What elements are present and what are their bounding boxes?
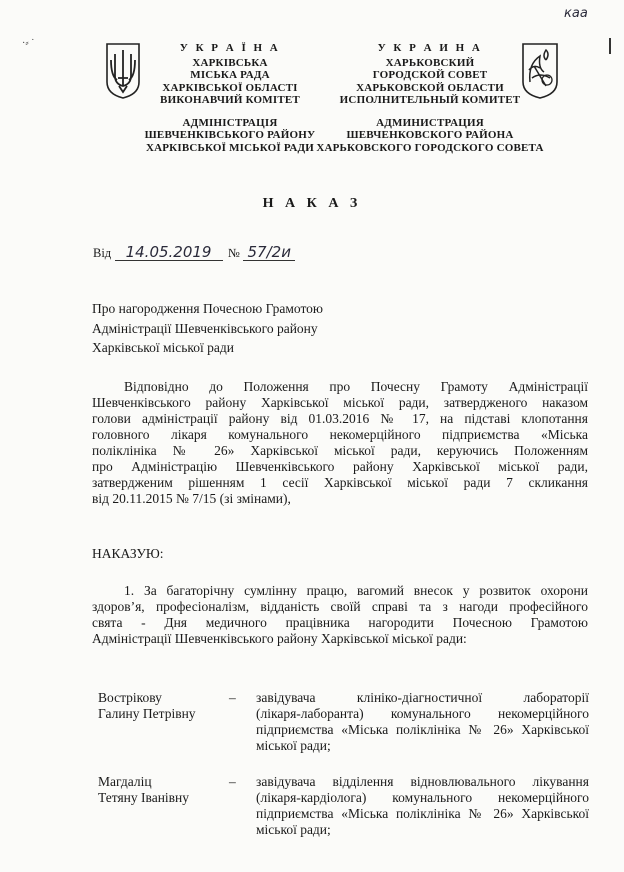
awardee-surname: Вострікову [98, 690, 162, 705]
date-number-line [93, 244, 295, 261]
header-left-line: МІСЬКА РАДА [190, 69, 270, 81]
preamble-paragraph [92, 379, 588, 507]
header-left-admin-line: АДМІНІСТРАЦІЯ [182, 116, 278, 129]
order-date: 14.05.2019 [115, 244, 223, 261]
awardee-given-names: Тетяну Іванівну [98, 790, 190, 805]
header-right-country: У К Р А И Н А [377, 42, 483, 54]
subject-line: Про нагородження Почесною Грамотою [92, 301, 324, 316]
header-right-line: ХАРЬКОВСКИЙ [385, 56, 475, 69]
handwritten-corner-note: каа [564, 6, 588, 21]
awardee-position-line: міської ради; [256, 822, 331, 837]
awardee-position-line: підприємства «Міська поліклініка № 26» Харківської [256, 806, 589, 821]
awardee-position-line: міської ради; [256, 738, 331, 753]
header-left-ukrainian [120, 42, 340, 154]
header-right-admin-line: АДМИНИСТРАЦИЯ [376, 116, 484, 129]
awardee-position-line: підприємства «Міська поліклініка № 26» Харківської [256, 722, 589, 737]
header-left-admin-line: ХАРКІВСЬКОЇ МІСЬКОЇ РАДИ [145, 141, 315, 154]
preamble-line: поліклініка № 26» Харківської міської ради, керуючись Положенням [92, 443, 588, 458]
item1-line: Адміністрації Шевченківського району Харківської міської ради: [92, 631, 467, 646]
awardee-position [256, 690, 589, 754]
header-left-line: ВИКОНАВЧИЙ КОМІТЕТ [160, 94, 300, 106]
header-right-admin-line: ХАРЬКОВСКОГО ГОРОДСКОГО СОВЕТА [316, 141, 544, 154]
awardee-position-line: (лікаря-лаборанта) комунального некомерційного [256, 706, 589, 721]
preamble-line: головного лікаря комунального некомерційного підприємства «Міська [92, 427, 588, 442]
subject-line: Адміністрації Шевченківського району [92, 320, 318, 336]
awardee-name [98, 774, 189, 806]
date-prefix: Від [93, 246, 112, 260]
awardee-position [256, 774, 589, 838]
awardee-position-line: завідувача клініко-діагностичної лабораторії [256, 690, 589, 705]
margin-tick-mark [609, 38, 611, 54]
header-right-russian [312, 42, 548, 154]
header-right-admin-line: ШЕВЧЕНКОВСКОГО РАЙОНА [346, 129, 514, 141]
preamble-line: Шевченківського району Харківської міської ради, затвердженого наказом [92, 395, 588, 410]
awardee-position-line: завідувача відділення відновлювального лікування [256, 774, 589, 789]
preamble-line: голови адміністрації району від 01.03.2016 № 17, на підставі клопотання [92, 411, 588, 426]
awardee-surname: Магдаліц [98, 774, 152, 789]
order-word: НАКАЗУЮ: [92, 546, 164, 561]
item1-line: 1. За багаторічну сумлінну працю, вагомий внесок у розвиток охорони [124, 583, 588, 598]
margin-scribble-mark: ·⸗ ˙ [22, 38, 35, 49]
number-sign: № [227, 246, 240, 260]
header-left-line: ХАРКІВСЬКОЇ ОБЛАСТІ [162, 81, 298, 94]
preamble-line: Відповідно до Положення про Почесну Грамоту Адміністрації [124, 379, 588, 394]
header-left-country: У К Р А Ї Н А [179, 42, 281, 54]
preamble-line: від 20.11.2015 № 7/15 (зі змінами), [92, 491, 291, 506]
header-right-line: ХАРЬКОВСКОЙ ОБЛАСТИ [356, 81, 504, 94]
preamble-line: затвердженим рішенням 1 сесії Харківської міської ради 7 скликання [92, 475, 588, 490]
order-number: 57/2и [243, 244, 295, 261]
document-title: Н А К А З [262, 196, 362, 211]
item1-line: здоров’я, професіоналізм, відданість своїй справі та з нагоди професійного [92, 599, 588, 614]
awardee-dash: – [229, 774, 236, 789]
order-item-1 [92, 583, 588, 647]
order-subject [92, 299, 323, 358]
header-left-admin-line: ШЕВЧЕНКІВСЬКОГО РАЙОНУ [144, 129, 316, 141]
awardee-position-line: (лікаря-кардіолога) комунального некомерційного [256, 790, 589, 805]
preamble-line: про Адміністрацію Шевченківського району Харківської міської ради, [92, 459, 588, 474]
awardee-dash: – [229, 690, 236, 705]
header-left-line: ХАРКІВСЬКА [192, 56, 268, 69]
header-right-line: ИСПОЛНИТЕЛЬНЫЙ КОМИТЕТ [339, 94, 521, 106]
awardee-given-names: Галину Петрівну [98, 706, 196, 721]
item1-line: свята - Дня медичного працівника нагородити Почесною Грамотою [92, 615, 588, 630]
awardee-name [98, 690, 196, 722]
header-right-line: ГОРОДСКОЙ СОВЕТ [372, 69, 488, 81]
subject-line: Харківської міської ради [92, 340, 235, 355]
